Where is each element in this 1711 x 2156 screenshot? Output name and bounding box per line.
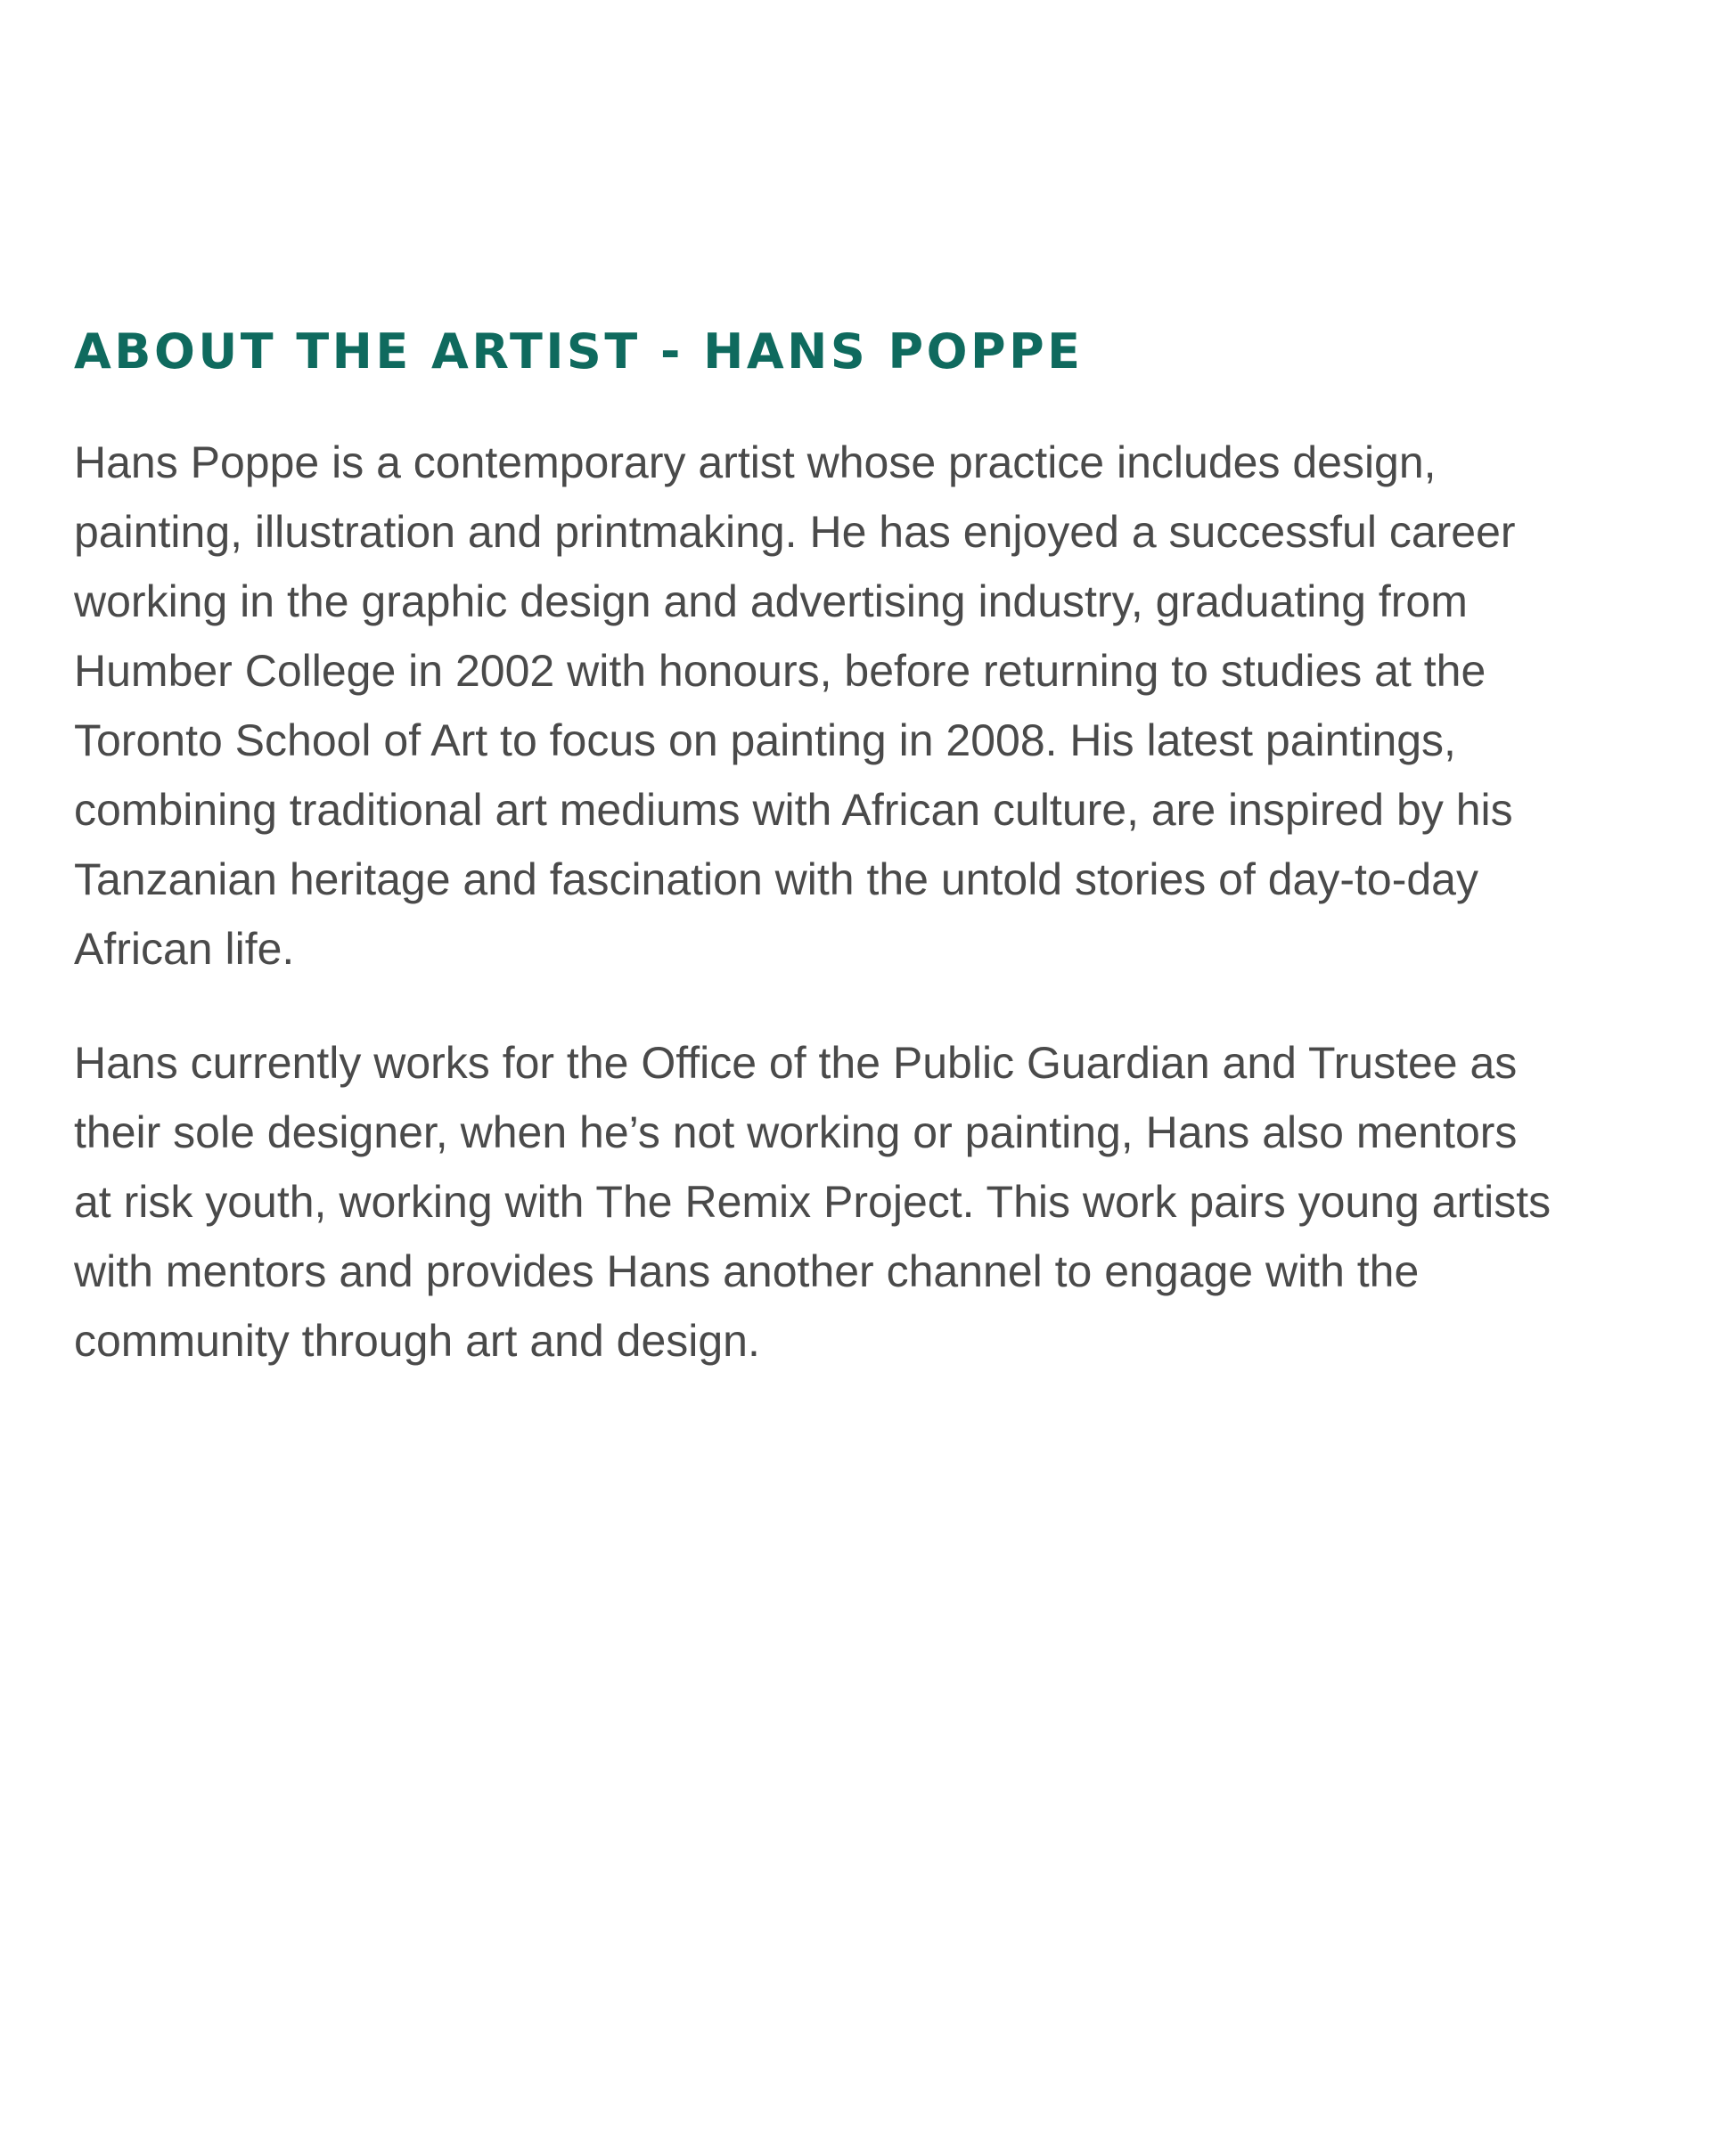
- text-line: working in the graphic design and advertising industry, graduating from: [74, 576, 1468, 626]
- text-line: at risk youth, working with The Remix Project. This work pairs young artists: [74, 1177, 1551, 1227]
- text-line: Tanzanian heritage and fascination with the untold stories of day-to-day: [74, 854, 1478, 904]
- text-line: community through art and design.: [74, 1316, 760, 1366]
- text-line: painting, illustration and printmaking. He has enjoyed a successful career: [74, 507, 1516, 557]
- about-artist-section: [74, 321, 1660, 1376]
- bio-paragraph-2: [74, 1028, 1660, 1376]
- text-line: Humber College in 2002 with honours, before returning to studies at the: [74, 646, 1486, 696]
- text-line: Toronto School of Art to focus on painting in 2008. His latest paintings,: [74, 715, 1456, 765]
- text-line: with mentors and provides Hans another channel to engage with the: [74, 1246, 1420, 1296]
- page-title: ABOUT THE ARTIST - HANS POPPE: [74, 323, 1084, 380]
- text-line: Hans currently works for the Office of the Public Guardian and Trustee as: [74, 1038, 1518, 1088]
- text-line: African life.: [74, 924, 295, 974]
- text-line: Hans Poppe is a contemporary artist whose practice includes design,: [74, 437, 1437, 487]
- text-line: their sole designer, when he’s not working or painting, Hans also mentors: [74, 1107, 1518, 1157]
- text-line: combining traditional art mediums with African culture, are inspired by his: [74, 785, 1513, 835]
- bio-paragraph-1: [74, 428, 1660, 984]
